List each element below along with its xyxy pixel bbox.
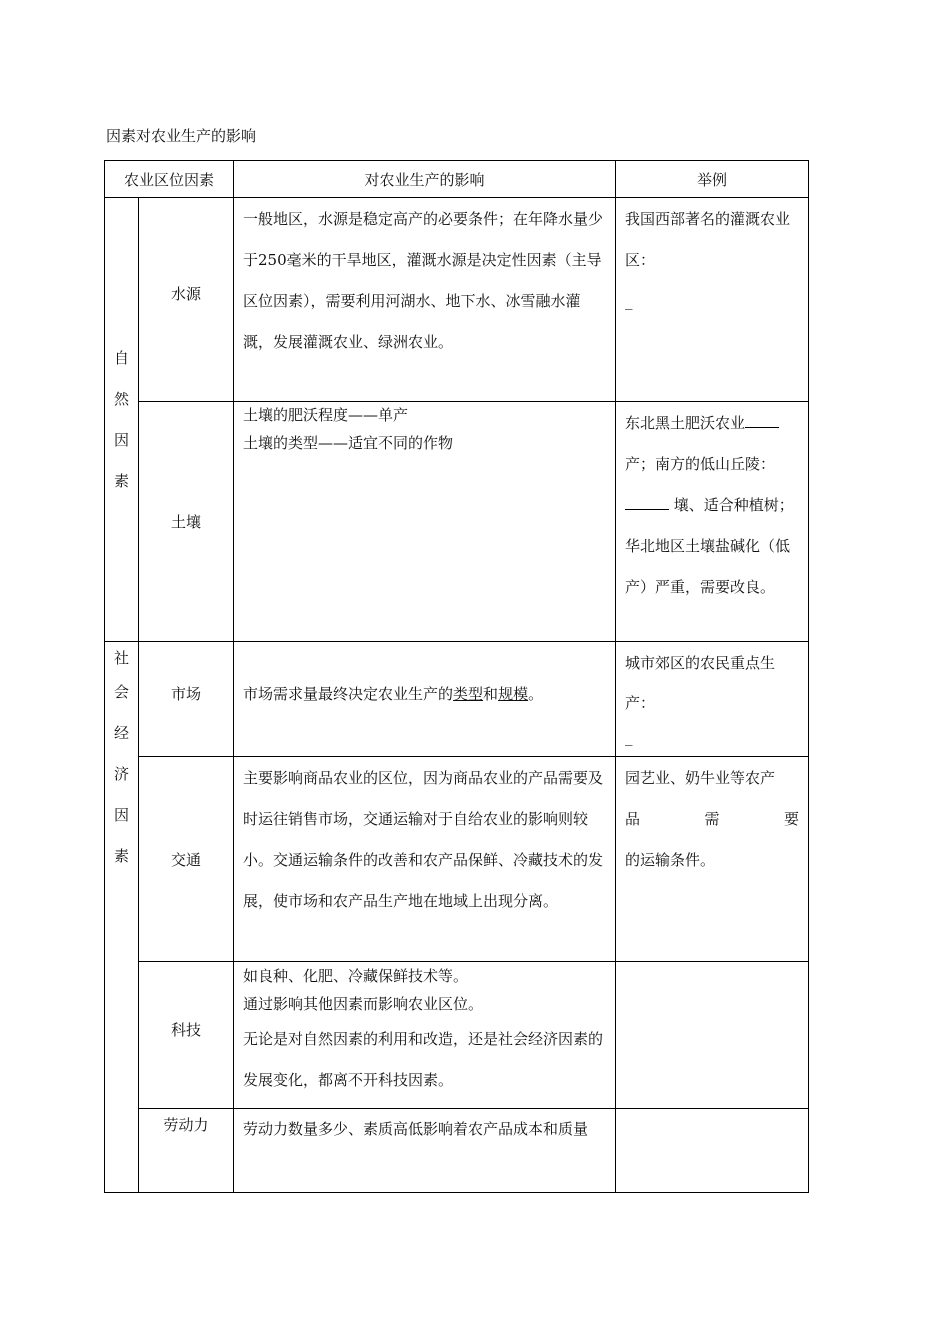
category-char: 社 [113, 649, 129, 667]
document-title: 因素对农业生产的影响 [106, 127, 257, 145]
effect-market: 市场需求量最终决定农业生产的类型和规模。 [234, 642, 616, 757]
example-soil: 东北黑土肥沃农业产；南方的低山丘陵： 壤、适合种植树；华北地区土壤盐碱化（低产）严重，需要改良。 [616, 402, 809, 642]
example-water: 我国西部著名的灌溉农业区： _ [616, 198, 809, 402]
table-row-labor [105, 1109, 809, 1193]
category-char: 自 [113, 348, 129, 367]
answer-blank [745, 413, 779, 428]
answer-blank: _ [625, 728, 633, 746]
effect-transport: 主要影响商品农业的区位，因为商品农业的产品需要及时运往销售市场，交通运输对于自给农业的影响则较小。交通运输条件的改善和农产品保鲜、冷藏技术的发展，使市场和农产品生产地在地域上出现分离。 [234, 757, 616, 962]
category-char: 因 [113, 430, 129, 449]
category-char: 经 [113, 724, 129, 742]
table-row-technology [105, 962, 809, 1109]
factor-name-soil: 土壤 [139, 402, 234, 642]
effect-water: 一般地区，水源是稳定高产的必要条件；在年降水量少于250毫米的干旱地区，灌溉水源是决定性因素（主导区位因素），需要利用河湖水、地下水、冰雪融水灌溉，发展灌溉农业、绿洲农业。 [234, 198, 616, 402]
category-char: 会 [113, 683, 129, 701]
example-labor [616, 1109, 809, 1193]
category-char: 素 [113, 471, 129, 490]
category-char: 素 [113, 847, 129, 865]
table-row-water [105, 198, 809, 402]
category-char: 因 [113, 806, 129, 824]
answer-blank: _ [625, 292, 633, 310]
category-char: 济 [113, 765, 129, 783]
example-technology [616, 962, 809, 1109]
factor-name-transport: 交通 [139, 757, 234, 962]
factor-name-technology: 科技 [139, 962, 234, 1109]
table-header-row [105, 161, 809, 198]
agriculture-factor-table [104, 160, 809, 1193]
header-factor: 农业区位因素 [105, 161, 234, 198]
answer-blank [625, 495, 669, 510]
example-market: 城市郊区的农民重点生产： _ [616, 642, 809, 757]
table-row-market [105, 642, 809, 757]
factor-name-water: 水源 [139, 198, 234, 402]
effect-soil: 土壤的肥沃程度——单产 土壤的类型——适宜不同的作物 [234, 402, 616, 642]
header-example: 举例 [616, 161, 809, 198]
effect-labor: 劳动力数量多少、素质高低影响着农产品成本和质量 [234, 1109, 616, 1193]
effect-technology: 如良种、化肥、冷藏保鲜技术等。 通过影响其他因素而影响农业区位。 无论是对自然因素的利用和改造，还是社会经济因素的发展变化，都离不开科技因素。 [234, 962, 616, 1109]
table-row-transport [105, 757, 809, 962]
category-socioeconomic-factors [105, 642, 139, 1193]
table-row-soil [105, 402, 809, 642]
category-char: 然 [113, 389, 129, 408]
factor-name-labor: 劳动力 [139, 1109, 234, 1193]
header-effect: 对农业生产的影响 [234, 161, 616, 198]
factor-name-market: 市场 [139, 642, 234, 757]
category-natural-factors [105, 198, 139, 642]
example-transport: 园艺业、奶牛业等农产 品 需 要 的运输条件。 [616, 757, 809, 962]
